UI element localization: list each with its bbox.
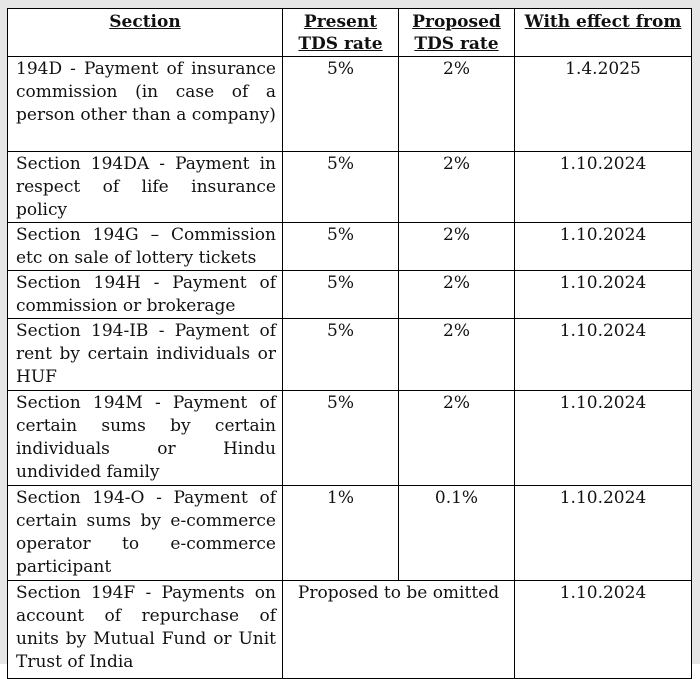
header-effect-from: With effect from (515, 9, 692, 57)
present-rate-cell: 1% (283, 486, 399, 581)
tds-rate-table (7, 8, 692, 679)
table-row (8, 152, 692, 223)
present-rate-cell: 5% (283, 57, 399, 152)
effective-date-cell: 1.10.2024 (515, 152, 692, 223)
proposed-rate-cell: 2% (399, 57, 515, 152)
proposed-rate-cell: 2% (399, 223, 515, 271)
header-proposed-rate: Proposed TDS rate (399, 9, 515, 57)
effective-date-cell: 1.4.2025 (515, 57, 692, 152)
effective-date-cell: 1.10.2024 (515, 581, 692, 679)
section-cell: Section 194G – Commission etc on sale of lottery tickets (8, 223, 283, 271)
section-cell: Section 194-IB - Payment of rent by certain individuals or HUF (8, 319, 283, 391)
present-rate-cell: 5% (283, 223, 399, 271)
effective-date-cell: 1.10.2024 (515, 391, 692, 486)
effective-date-cell: 1.10.2024 (515, 319, 692, 391)
table-row (8, 223, 692, 271)
effective-date-cell: 1.10.2024 (515, 271, 692, 319)
proposed-rate-cell: 2% (399, 271, 515, 319)
table-row (8, 271, 692, 319)
present-rate-cell: 5% (283, 271, 399, 319)
table-row (8, 391, 692, 486)
section-cell: 194D - Payment of insurance commission (in case of a person other than a company) (8, 57, 283, 152)
omitted-note-cell: Proposed to be omitted (283, 581, 515, 679)
table-row (8, 486, 692, 581)
present-rate-cell: 5% (283, 319, 399, 391)
proposed-rate-cell: 2% (399, 319, 515, 391)
proposed-rate-cell: 0.1% (399, 486, 515, 581)
table-row (8, 57, 692, 152)
effective-date-cell: 1.10.2024 (515, 223, 692, 271)
effective-date-cell: 1.10.2024 (515, 486, 692, 581)
table-header-row (8, 9, 692, 57)
section-cell: Section 194DA - Payment in respect of life insurance policy (8, 152, 283, 223)
section-cell: Section 194-O - Payment of certain sums by e-commerce operator to e-commerce participant (8, 486, 283, 581)
table-row (8, 319, 692, 391)
section-cell: Section 194M - Payment of certain sums by certain individuals or Hindu undivided family (8, 391, 283, 486)
section-cell: Section 194F - Payments on account of repurchase of units by Mutual Fund or Unit Trust of India (8, 581, 283, 679)
section-cell: Section 194H - Payment of commission or brokerage (8, 271, 283, 319)
header-section: Section (8, 9, 283, 57)
present-rate-cell: 5% (283, 152, 399, 223)
header-present-rate: Present TDS rate (283, 9, 399, 57)
proposed-rate-cell: 2% (399, 391, 515, 486)
present-rate-cell: 5% (283, 391, 399, 486)
proposed-rate-cell: 2% (399, 152, 515, 223)
